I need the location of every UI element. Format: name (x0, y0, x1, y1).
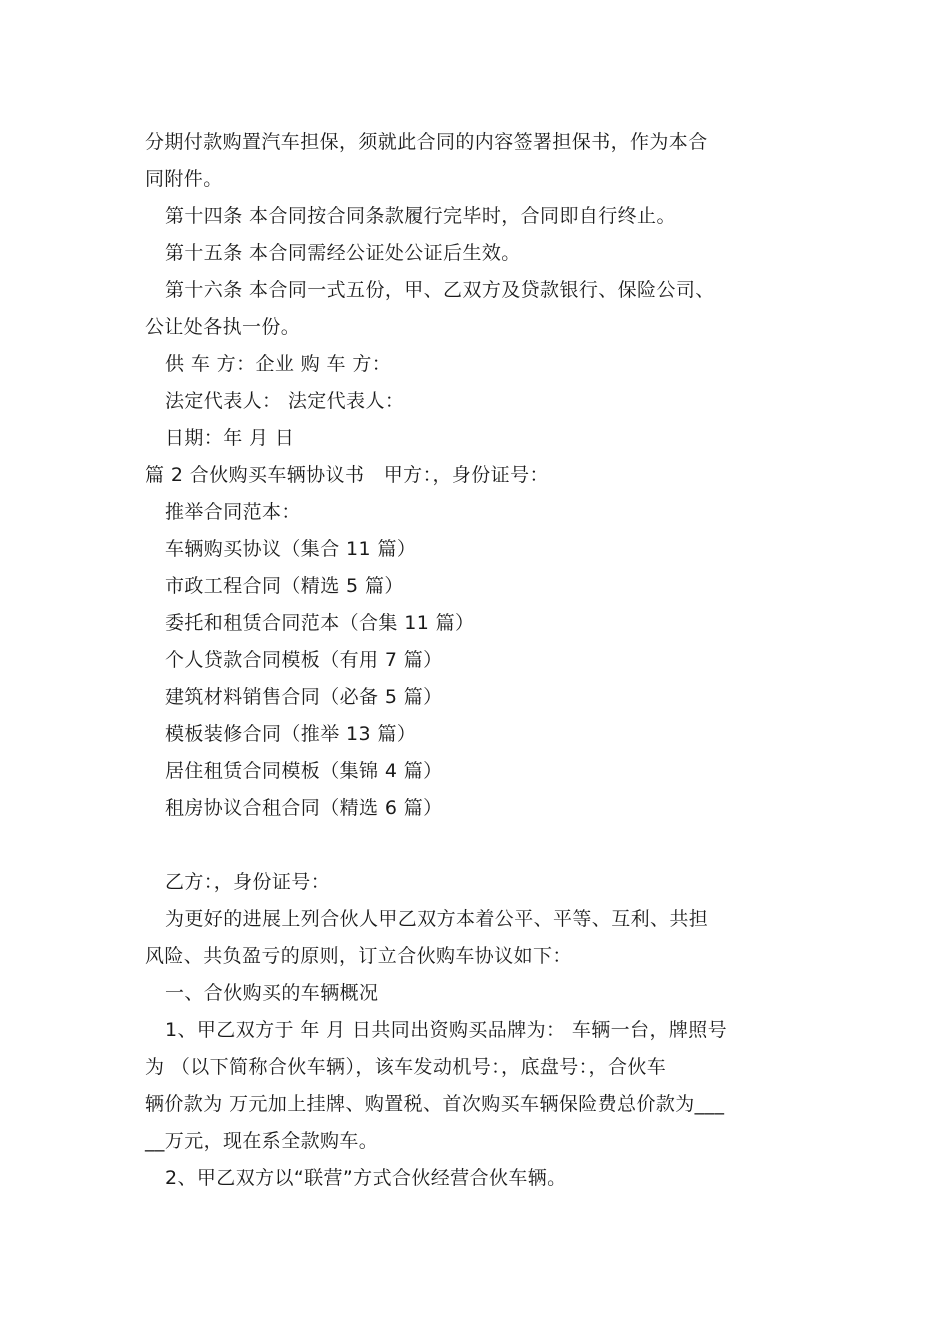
text-line: 公让处各执一份。 (145, 316, 301, 338)
text-line: 为更好的进展上列合伙人甲乙双方本着公平、平等、互利、共担 (165, 908, 709, 930)
text-line: 2、甲乙双方以“联营”方式合伙经营合伙车辆。 (165, 1167, 567, 1189)
related-contract-item: 委托和租赁合同范本（合集 11 篇） (165, 612, 475, 634)
blank-line (145, 827, 809, 864)
text-line: 乙方：，身份证号： (165, 871, 331, 893)
text-line: 为 （以下简称合伙车辆），该车发动机号：，底盘号：，合伙车 (145, 1056, 667, 1078)
related-contract-item: 建筑材料销售合同（必备 5 篇） (165, 686, 443, 708)
text-line: 推举合同范本： (165, 501, 301, 523)
text-line: 第十五条 本合同需经公证处公证后生效。 (165, 242, 521, 264)
text-line: 第十六条 本合同一式五份，甲、乙双方及贷款银行、保险公司、 (165, 279, 715, 301)
related-contract-item: 模板装修合同（推举 13 篇） (165, 723, 417, 745)
text-line: 供 车 方：企业 购 车 方： (165, 353, 392, 375)
related-contract-item: 个人贷款合同模板（有用 7 篇） (165, 649, 443, 671)
related-contract-item: 租房协议合租合同（精选 6 篇） (165, 797, 443, 819)
text-line: 1、甲乙双方于 年 月 日共同出资购买品牌为： 车辆一台，牌照号 (165, 1019, 728, 1041)
text-line: __万元，现在系全款购车。 (145, 1130, 379, 1152)
text-line: 风险、共负盈亏的原则，订立合伙购车协议如下： (145, 945, 572, 967)
related-contract-item: 车辆购买协议（集合 11 篇） (165, 538, 417, 560)
text-line: 一、合伙购买的车辆概况 (165, 982, 379, 1004)
text-line: 辆价款为 万元加上挂牌、购置税、首次购买车辆保险费总价款为___ (145, 1093, 725, 1115)
text-line: 日期：年 月 日 (165, 427, 295, 449)
document-page (145, 124, 809, 1197)
section-heading: 篇 2 合伙购买车辆协议书 甲方：，身份证号： (145, 464, 549, 486)
text-line: 第十四条 本合同按合同条款履行完毕时，合同即自行终止。 (165, 205, 676, 227)
text-line: 法定代表人： 法定代表人： (165, 390, 405, 412)
text-line: 同附件。 (145, 168, 223, 190)
related-contract-item: 市政工程合同（精选 5 篇） (165, 575, 404, 597)
related-contract-item: 居住租赁合同模板（集锦 4 篇） (165, 760, 443, 782)
text-line: 分期付款购置汽车担保，须就此合同的内容签署担保书，作为本合 (145, 131, 708, 153)
